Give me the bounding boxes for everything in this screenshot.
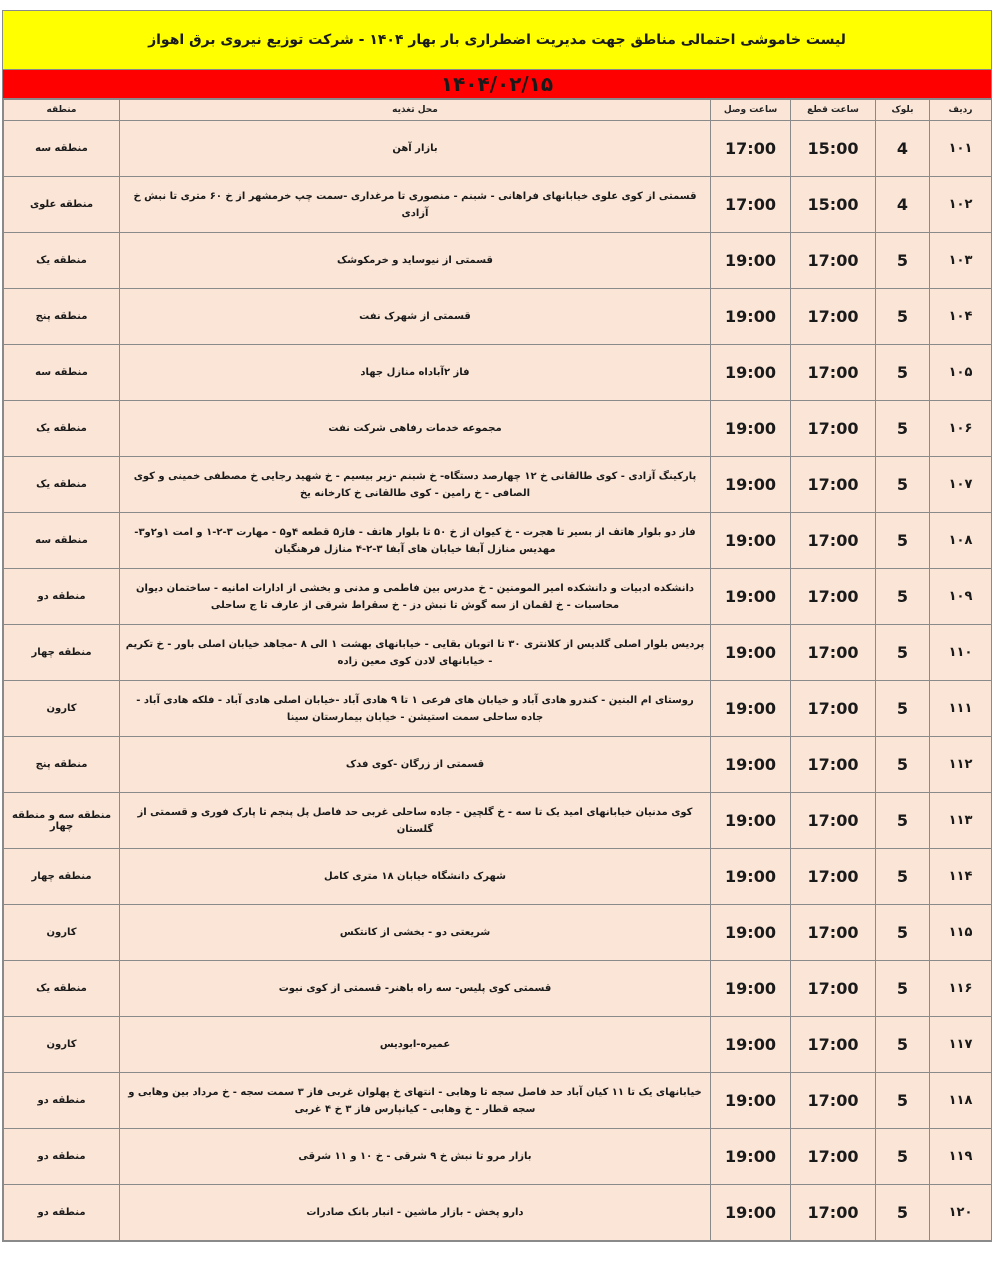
area-cell: منطقه پنج [4, 289, 120, 345]
table-row [4, 905, 992, 961]
table-row [4, 1073, 992, 1129]
cut-time-cell: 17:00 [791, 289, 876, 345]
row-number-cell: ۱۱۹ [930, 1129, 992, 1185]
location-cell: قسمتی از نیوساید و خرمکوشک [120, 233, 711, 289]
cut-time-cell: 17:00 [791, 737, 876, 793]
cut-time-cell: 17:00 [791, 793, 876, 849]
table-row [4, 121, 992, 177]
connect-time-cell: 19:00 [711, 681, 791, 737]
row-number-cell: ۱۰۶ [930, 401, 992, 457]
table-row [4, 177, 992, 233]
connect-time-cell: 19:00 [711, 1129, 791, 1185]
area-cell: منطقه دو [4, 1185, 120, 1241]
connect-time-cell: 19:00 [711, 961, 791, 1017]
row-number-cell: ۱۰۸ [930, 513, 992, 569]
area-cell: منطقه چهار [4, 625, 120, 681]
block-cell: 5 [876, 457, 930, 513]
location-cell: قسمتی از زرگان -کوی فدک [120, 737, 711, 793]
location-cell: خیابانهای یک تا ۱۱ کیان آباد حد فاصل سجه تا وهابی - انتهای خ پهلوان غربی فاز ۳ سمت سجه - خ مرداد بین وهابی و سجه قطار - خ وهابی - کیانپارس فاز ۳ خ ۴ غربی [120, 1073, 711, 1129]
cut-time-cell: 17:00 [791, 1129, 876, 1185]
connect-time-cell: 19:00 [711, 401, 791, 457]
block-cell: 5 [876, 569, 930, 625]
location-cell: بازار آهن [120, 121, 711, 177]
table-row [4, 401, 992, 457]
row-number-cell: ۱۰۱ [930, 121, 992, 177]
table-row [4, 849, 992, 905]
block-cell: 5 [876, 1185, 930, 1241]
cut-time-cell: 17:00 [791, 849, 876, 905]
location-cell: روستای ام البنین - کندرو هادی آباد و خیابان های فرعی ۱ تا ۹ هادی آباد -خیابان اصلی هادی آباد - فلکه هادی آباد - جاده ساحلی سمت استیشن - خیابان بیمارستان سینا [120, 681, 711, 737]
connect-time-cell: 19:00 [711, 905, 791, 961]
header-location: محل تغذیه [120, 100, 711, 121]
block-cell: 5 [876, 289, 930, 345]
table-row [4, 961, 992, 1017]
area-cell: منطقه یک [4, 233, 120, 289]
location-cell: مجموعه خدمات رفاهی شرکت نفت [120, 401, 711, 457]
location-cell: دانشکده ادبیات و دانشکده امیر المومنین - خ مدرس بین فاطمی و مدنی و بخشی از ادارات امانیه - ساختمان دیوان محاسبات - خ لقمان از سه گوش تا نبش دز - خ سقراط شرقی از عارف تا ج ساحلی [120, 569, 711, 625]
location-cell: فاز ۲آباداه منازل جهاد [120, 345, 711, 401]
cut-time-cell: 17:00 [791, 233, 876, 289]
block-cell: 5 [876, 905, 930, 961]
table-row [4, 289, 992, 345]
row-number-cell: ۱۰۲ [930, 177, 992, 233]
block-cell: 5 [876, 737, 930, 793]
row-number-cell: ۱۰۳ [930, 233, 992, 289]
table-row [4, 345, 992, 401]
date-bar [3, 70, 991, 99]
cut-time-cell: 17:00 [791, 905, 876, 961]
row-number-cell: ۱۰۷ [930, 457, 992, 513]
area-cell: منطقه دو [4, 1073, 120, 1129]
block-cell: 5 [876, 401, 930, 457]
row-number-cell: ۱۰۹ [930, 569, 992, 625]
table-row [4, 1185, 992, 1241]
location-cell: بازار مرو تا نبش خ ۹ شرقی - خ ۱۰ و ۱۱ شرقی [120, 1129, 711, 1185]
connect-time-cell: 19:00 [711, 569, 791, 625]
row-number-cell: ۱۱۳ [930, 793, 992, 849]
area-cell: کارون [4, 905, 120, 961]
table-row [4, 569, 992, 625]
connect-time-cell: 19:00 [711, 625, 791, 681]
cut-time-cell: 17:00 [791, 513, 876, 569]
cut-time-cell: 17:00 [791, 625, 876, 681]
area-cell: منطقه یک [4, 401, 120, 457]
block-cell: 5 [876, 625, 930, 681]
area-cell: منطقه سه [4, 345, 120, 401]
area-cell: کارون [4, 1017, 120, 1073]
row-number-cell: ۱۲۰ [930, 1185, 992, 1241]
cut-time-cell: 17:00 [791, 401, 876, 457]
block-cell: 5 [876, 1017, 930, 1073]
table-row [4, 793, 992, 849]
cut-time-cell: 15:00 [791, 121, 876, 177]
area-cell: منطقه سه [4, 121, 120, 177]
area-cell: منطقه پنج [4, 737, 120, 793]
header-area: منطقه [4, 100, 120, 121]
location-cell: قسمتی کوی پلیس- سه راه باهنر- قسمتی از کوی نبوت [120, 961, 711, 1017]
row-number-cell: ۱۱۵ [930, 905, 992, 961]
block-cell: 5 [876, 345, 930, 401]
connect-time-cell: 19:00 [711, 1073, 791, 1129]
table-row [4, 233, 992, 289]
location-cell: شریعتی دو - بخشی از کانتکس [120, 905, 711, 961]
block-cell: 4 [876, 121, 930, 177]
table-row [4, 513, 992, 569]
connect-time-cell: 19:00 [711, 345, 791, 401]
cut-time-cell: 17:00 [791, 1017, 876, 1073]
table-row [4, 1017, 992, 1073]
location-cell: کوی مدنیان خیابانهای امید یک تا سه - خ گلچین - جاده ساحلی غربی حد فاصل پل پنجم تا پارک فوری و قسمتی از گلستان [120, 793, 711, 849]
block-cell: 5 [876, 849, 930, 905]
row-number-cell: ۱۱۷ [930, 1017, 992, 1073]
cut-time-cell: 17:00 [791, 569, 876, 625]
schedule-date: ۱۴۰۴/۰۲/۱۵ [440, 72, 554, 96]
location-cell: عمیره-ابودیس [120, 1017, 711, 1073]
location-cell: قسمتی از شهرک نفت [120, 289, 711, 345]
block-cell: 5 [876, 233, 930, 289]
cut-time-cell: 17:00 [791, 681, 876, 737]
connect-time-cell: 19:00 [711, 737, 791, 793]
table-row [4, 625, 992, 681]
area-cell: کارون [4, 681, 120, 737]
connect-time-cell: 19:00 [711, 1185, 791, 1241]
block-cell: 5 [876, 793, 930, 849]
area-cell: منطقه سه [4, 513, 120, 569]
connect-time-cell: 19:00 [711, 513, 791, 569]
area-cell: منطقه یک [4, 457, 120, 513]
table-row [4, 681, 992, 737]
location-cell: پارکینگ آزادی - کوی طالقانی خ ۱۲ چهارصد دستگاه- خ شبنم -زیر بیسیم - خ شهید رجایی خ مصطفی خمینی و کوی الصافی - خ رامین - کوی طالقانی خ کارخانه یخ [120, 457, 711, 513]
header-row-number: ردیف [930, 100, 992, 121]
outage-schedule-sheet [2, 10, 992, 1242]
block-cell: 4 [876, 177, 930, 233]
area-cell: منطقه یک [4, 961, 120, 1017]
row-number-cell: ۱۱۲ [930, 737, 992, 793]
row-number-cell: ۱۱۶ [930, 961, 992, 1017]
table-row [4, 457, 992, 513]
location-cell: شهرک دانشگاه خیابان ۱۸ متری کامل [120, 849, 711, 905]
area-cell: منطقه دو [4, 1129, 120, 1185]
cut-time-cell: 17:00 [791, 345, 876, 401]
connect-time-cell: 19:00 [711, 233, 791, 289]
header-connect-time: ساعت وصل [711, 100, 791, 121]
connect-time-cell: 19:00 [711, 1017, 791, 1073]
area-cell: منطقه علوی [4, 177, 120, 233]
area-cell: منطقه سه و منطقه چهار [4, 793, 120, 849]
block-cell: 5 [876, 961, 930, 1017]
outage-table [3, 99, 992, 1241]
cut-time-cell: 17:00 [791, 1073, 876, 1129]
header-block: بلوک [876, 100, 930, 121]
block-cell: 5 [876, 681, 930, 737]
area-cell: منطقه چهار [4, 849, 120, 905]
sheet-title: لیست خاموشی احتمالی مناطق جهت مدیریت اضطراری بار بهار ۱۴۰۴ - شرکت توزیع نیروی برق اهواز [148, 32, 846, 48]
row-number-cell: ۱۱۱ [930, 681, 992, 737]
block-cell: 5 [876, 1073, 930, 1129]
table-row [4, 1129, 992, 1185]
block-cell: 5 [876, 513, 930, 569]
cut-time-cell: 15:00 [791, 177, 876, 233]
connect-time-cell: 17:00 [711, 177, 791, 233]
location-cell: پردیس بلوار اصلی گلدیس از کلانتری ۳۰ تا اتوبان بقایی - خیابانهای بهشت ۱ الی ۸ -مجاهد خیابان اصلی باور - خ تکریم - خیابانهای لادن کوی معین زاده [120, 625, 711, 681]
area-cell: منطقه دو [4, 569, 120, 625]
cut-time-cell: 17:00 [791, 1185, 876, 1241]
header-cut-time: ساعت قطع [791, 100, 876, 121]
block-cell: 5 [876, 1129, 930, 1185]
table-header-row [4, 100, 992, 121]
row-number-cell: ۱۰۴ [930, 289, 992, 345]
cut-time-cell: 17:00 [791, 457, 876, 513]
sheet-title-bar [3, 11, 991, 70]
table-row [4, 737, 992, 793]
connect-time-cell: 19:00 [711, 289, 791, 345]
location-cell: قسمتی از کوی علوی خیابانهای فراهانی - شبنم - منصوری تا مرغداری -سمت چپ خرمشهر از خ ۶۰ متری تا نبش خ آزادی [120, 177, 711, 233]
connect-time-cell: 19:00 [711, 793, 791, 849]
location-cell: دارو پخش - بازار ماشین - انبار بانک صادرات [120, 1185, 711, 1241]
location-cell: فاز دو بلوار هاتف از بسیر تا هجرت - خ کیوان از خ ۵۰ تا بلوار هاتف - فاز۵ قطعه ۴و۵ - مهارت ۳-۲-۱ و امت ۱و۲و۳- مهدیس منازل آبفا خیابان های آبفا ۳-۲-۴ منازل فرهنگیان [120, 513, 711, 569]
row-number-cell: ۱۰۵ [930, 345, 992, 401]
connect-time-cell: 17:00 [711, 121, 791, 177]
connect-time-cell: 19:00 [711, 849, 791, 905]
row-number-cell: ۱۱۰ [930, 625, 992, 681]
row-number-cell: ۱۱۸ [930, 1073, 992, 1129]
row-number-cell: ۱۱۴ [930, 849, 992, 905]
connect-time-cell: 19:00 [711, 457, 791, 513]
cut-time-cell: 17:00 [791, 961, 876, 1017]
